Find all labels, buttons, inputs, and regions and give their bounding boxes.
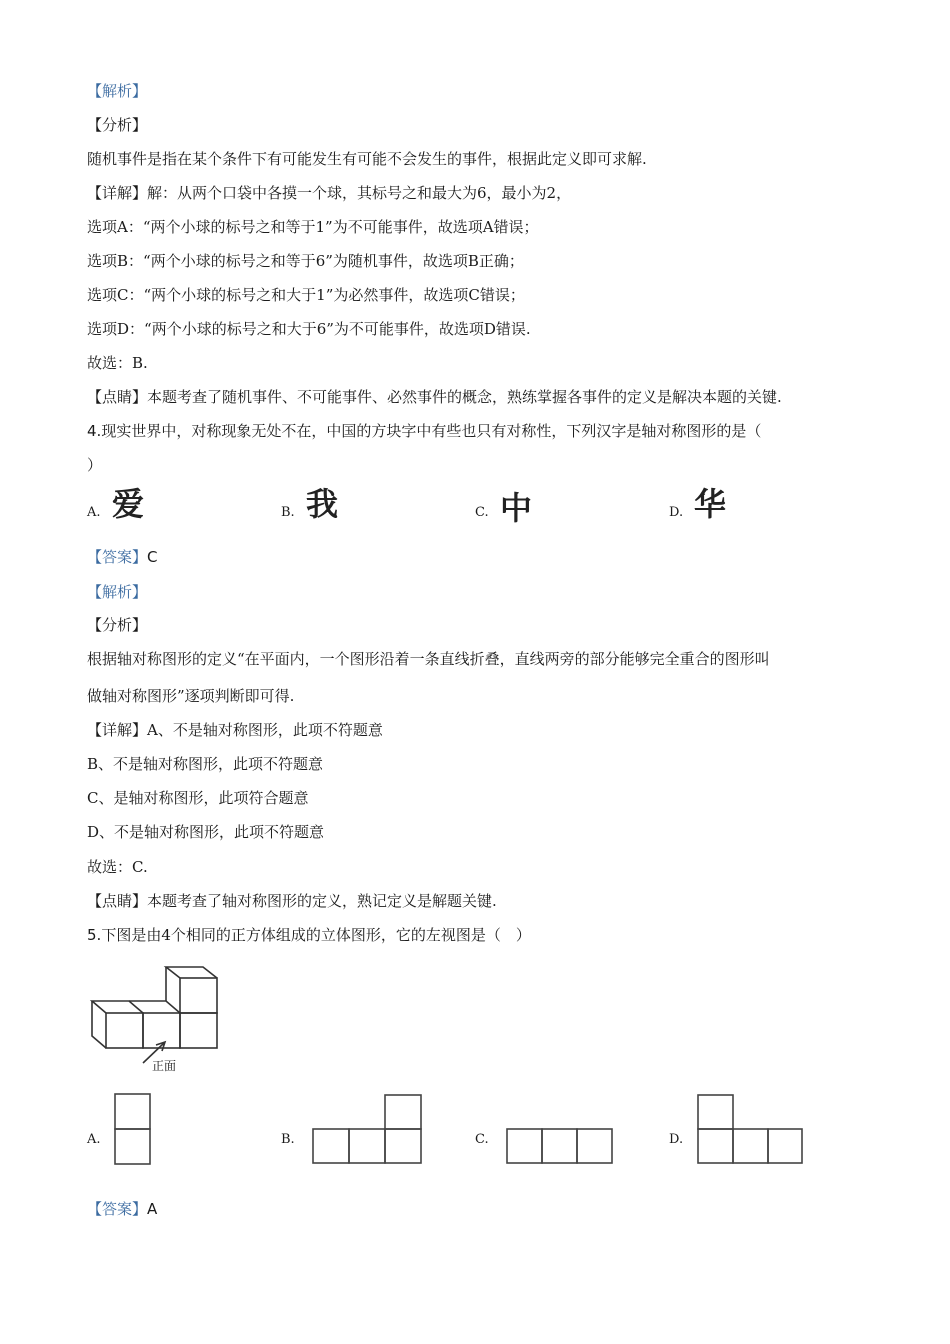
q4-answer (87, 546, 158, 568)
q4-fenxi-line1: 根据轴对称图形的定义“在平面内，一个图形沿着一条直线折叠，直线两旁的部分能够完全重合的图形叫 (87, 650, 770, 668)
q4-option-a-char: 爱 (112, 485, 145, 523)
q4-choice: 故选：C. (87, 858, 148, 876)
cube-front-1 (106, 1013, 143, 1048)
cube-top-stacked (166, 967, 217, 978)
q5-question-text: 下图是由4个相同的正方体组成的立体图形，它的左视图是（ ） (101, 926, 531, 944)
q5-option-b-label: B. (281, 1132, 295, 1147)
cube-front-top (180, 978, 217, 1013)
q5-answer (87, 1198, 157, 1220)
q5-option-d-figure (696, 1092, 806, 1168)
q4-question-line1: 现实世界中，对称现象无处不在，中国的方块字中有些也只有对称性，下列汉字是轴对称图形的是（ (101, 422, 762, 440)
q5-answer-label: 【答案】 (87, 1200, 148, 1218)
q4-option-b-label: B. (281, 505, 295, 520)
q5-option-c-figure (505, 1127, 617, 1167)
q3-option-b: 选项B：“两个小球的标号之和等于6”为随机事件，故选项B正确； (87, 252, 524, 270)
q4-option-c-char: 中 (500, 489, 533, 527)
q5-option-a-figure (113, 1092, 153, 1168)
q5-question (87, 924, 531, 946)
q4-option-a-label: A. (87, 505, 101, 520)
q4-line-d: D、不是轴对称图形，此项不符题意 (87, 823, 325, 841)
q4-line-c: C、是轴对称图形，此项符合题意 (87, 789, 309, 807)
q4-fenxi-line2: 做轴对称图形”逐项判断即可得. (87, 687, 295, 705)
q4-option-d-label: D. (669, 505, 684, 520)
q5-option-c-label: C. (475, 1132, 489, 1147)
q4-jiexi-heading: 【解析】 (87, 583, 148, 601)
q4-dianjing: 【点睛】本题考查了轴对称图形的定义，熟记定义是解题关键. (87, 892, 497, 910)
q4-answer-label: 【答案】 (87, 548, 148, 566)
q4-option-c-label: C. (475, 505, 489, 520)
q5-number: 5. (87, 926, 102, 944)
q3-fenxi-text: 随机事件是指在某个条件下有可能发生有可能不会发生的事件，根据此定义即可求解. (87, 150, 647, 168)
q4-question (87, 420, 761, 442)
q5-option-a-label: A. (87, 1132, 101, 1147)
q5-answer-value: A (147, 1200, 158, 1218)
q3-choice: 故选：B. (87, 354, 148, 372)
q5-front-label: 正面 (152, 1059, 177, 1073)
q4-fenxi-heading: 【分析】 (87, 616, 148, 634)
q5-option-d-label: D. (669, 1132, 684, 1147)
q4-xiangjie: 【详解】A、不是轴对称图形，此项不符题意 (87, 721, 383, 739)
q4-option-d-char: 华 (694, 485, 727, 523)
q3-option-a: 选项A：“两个小球的标号之和等于1”为不可能事件，故选项A错误； (87, 218, 539, 236)
cube-top-1 (92, 1001, 143, 1013)
q4-question-line2: ） (87, 456, 103, 474)
q4-number: 4. (87, 422, 102, 440)
q3-jiexi-heading: 【解析】 (87, 82, 148, 100)
cube-front-3 (180, 1013, 217, 1048)
q3-option-d: 选项D：“两个小球的标号之和大于6”为不可能事件，故选项D错误. (87, 320, 531, 338)
q3-option-c: 选项C：“两个小球的标号之和大于1”为必然事件，故选项C错误； (87, 286, 525, 304)
q3-xiangjie: 【详解】解：从两个口袋中各摸一个球，其标号之和最大为6，最小为2， (87, 184, 572, 202)
q4-line-b: B、不是轴对称图形，此项不符题意 (87, 755, 324, 773)
q5-option-b-figure (311, 1092, 426, 1168)
q4-answer-value: C (147, 548, 158, 566)
q3-dianjing: 【点睛】本题考查了随机事件、不可能事件、必然事件的概念，熟练掌握各事件的定义是解决本题的关键. (87, 388, 782, 406)
q4-option-b-char: 我 (306, 485, 339, 523)
q3-fenxi-heading: 【分析】 (87, 116, 148, 134)
